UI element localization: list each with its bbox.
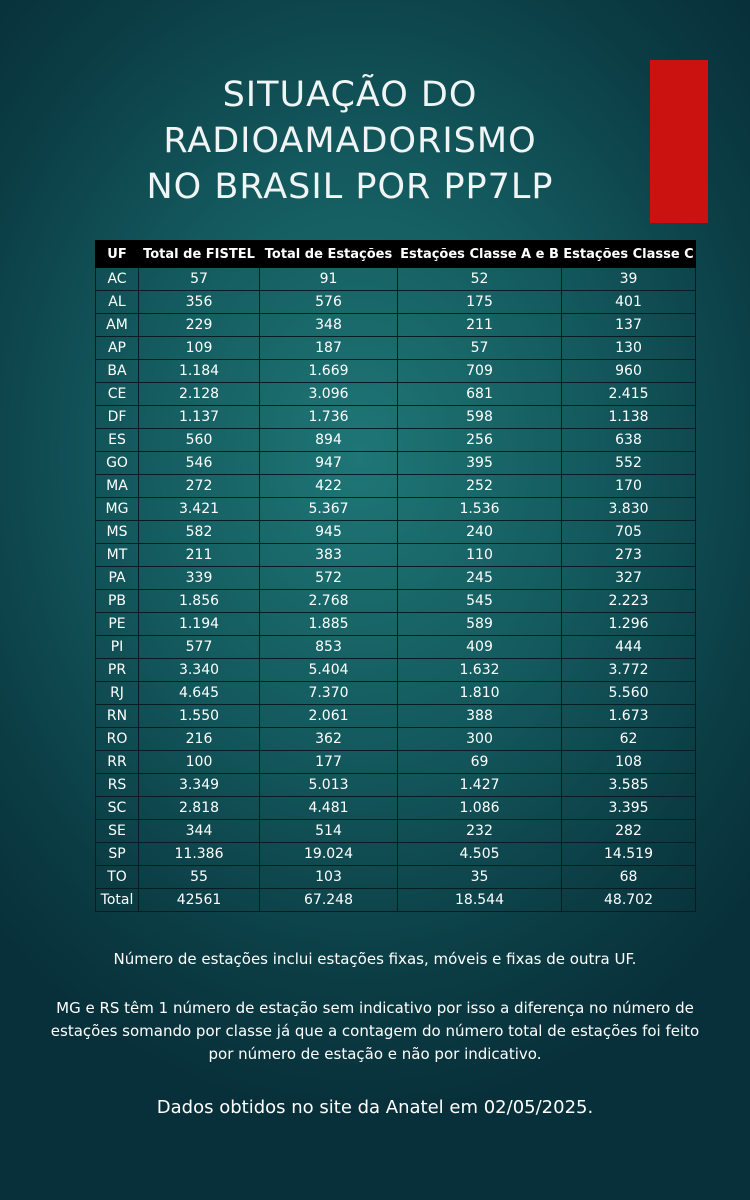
uf-cell: PR	[96, 659, 139, 682]
value-cell: 3.585	[562, 774, 696, 797]
uf-cell: SP	[96, 843, 139, 866]
value-cell: 1.885	[260, 613, 398, 636]
uf-cell: AM	[96, 314, 139, 337]
uf-cell: RR	[96, 751, 139, 774]
value-cell: 100	[139, 751, 260, 774]
table-body	[96, 268, 696, 912]
value-cell: 395	[398, 452, 562, 475]
value-cell: 577	[139, 636, 260, 659]
value-cell: 1.632	[398, 659, 562, 682]
value-cell: 7.370	[260, 682, 398, 705]
header-total-fistel: Total de FISTEL	[139, 241, 260, 268]
value-cell: 1.856	[139, 590, 260, 613]
value-cell: 362	[260, 728, 398, 751]
value-cell: 1.673	[562, 705, 696, 728]
table-row	[96, 452, 696, 475]
value-cell: 2.223	[562, 590, 696, 613]
uf-cell: MA	[96, 475, 139, 498]
value-cell: 1.137	[139, 406, 260, 429]
value-cell: 1.194	[139, 613, 260, 636]
value-cell: 598	[398, 406, 562, 429]
table-row	[96, 866, 696, 889]
value-cell: 1.427	[398, 774, 562, 797]
value-cell: 282	[562, 820, 696, 843]
value-cell: 18.544	[398, 889, 562, 912]
table-row	[96, 567, 696, 590]
table-header-row	[96, 241, 696, 268]
value-cell: 130	[562, 337, 696, 360]
note-line-1: MG e RS têm 1 número de estação sem indicativo por isso a diferença no número de	[56, 999, 694, 1017]
value-cell: 552	[562, 452, 696, 475]
value-cell: 1.550	[139, 705, 260, 728]
value-cell: 582	[139, 521, 260, 544]
value-cell: 5.404	[260, 659, 398, 682]
value-cell: 68	[562, 866, 696, 889]
value-cell: 35	[398, 866, 562, 889]
value-cell: 894	[260, 429, 398, 452]
value-cell: 3.349	[139, 774, 260, 797]
uf-cell: AC	[96, 268, 139, 291]
table-row	[96, 590, 696, 613]
value-cell: 211	[139, 544, 260, 567]
table-total-row	[96, 889, 696, 912]
value-cell: 681	[398, 383, 562, 406]
table-row	[96, 360, 696, 383]
value-cell: 546	[139, 452, 260, 475]
table-row	[96, 751, 696, 774]
value-cell: 2.818	[139, 797, 260, 820]
uf-cell: SC	[96, 797, 139, 820]
value-cell: 3.340	[139, 659, 260, 682]
value-cell: 638	[562, 429, 696, 452]
uf-cell: RO	[96, 728, 139, 751]
value-cell: 91	[260, 268, 398, 291]
value-cell: 229	[139, 314, 260, 337]
value-cell: 960	[562, 360, 696, 383]
table-row	[96, 498, 696, 521]
value-cell: 383	[260, 544, 398, 567]
value-cell: 14.519	[562, 843, 696, 866]
table-row	[96, 475, 696, 498]
value-cell: 300	[398, 728, 562, 751]
table-row	[96, 521, 696, 544]
value-cell: 572	[260, 567, 398, 590]
value-cell: 853	[260, 636, 398, 659]
value-cell: 103	[260, 866, 398, 889]
value-cell: 388	[398, 705, 562, 728]
value-cell: 48.702	[562, 889, 696, 912]
table-row	[96, 705, 696, 728]
uf-cell: CE	[96, 383, 139, 406]
table-row	[96, 797, 696, 820]
value-cell: 4.645	[139, 682, 260, 705]
value-cell: 170	[562, 475, 696, 498]
value-cell: 3.772	[562, 659, 696, 682]
table-row	[96, 291, 696, 314]
value-cell: 57	[398, 337, 562, 360]
header-uf: UF	[96, 241, 139, 268]
uf-cell: MG	[96, 498, 139, 521]
value-cell: 216	[139, 728, 260, 751]
table-row	[96, 820, 696, 843]
uf-cell: AP	[96, 337, 139, 360]
value-cell: 252	[398, 475, 562, 498]
value-cell: 705	[562, 521, 696, 544]
header-total-estacoes: Total de Estações	[260, 241, 398, 268]
value-cell: 5.367	[260, 498, 398, 521]
uf-cell: PI	[96, 636, 139, 659]
uf-cell: AL	[96, 291, 139, 314]
value-cell: 2.415	[562, 383, 696, 406]
value-cell: 108	[562, 751, 696, 774]
uf-cell: MS	[96, 521, 139, 544]
value-cell: 39	[562, 268, 696, 291]
value-cell: 576	[260, 291, 398, 314]
value-cell: 175	[398, 291, 562, 314]
value-cell: 1.536	[398, 498, 562, 521]
table-row	[96, 406, 696, 429]
value-cell: 187	[260, 337, 398, 360]
value-cell: 1.810	[398, 682, 562, 705]
table-row	[96, 636, 696, 659]
value-cell: 356	[139, 291, 260, 314]
page-title	[100, 72, 600, 210]
table-row	[96, 774, 696, 797]
uf-cell: PB	[96, 590, 139, 613]
value-cell: 109	[139, 337, 260, 360]
value-cell: 52	[398, 268, 562, 291]
uf-cell: RS	[96, 774, 139, 797]
value-cell: 1.669	[260, 360, 398, 383]
value-cell: 945	[260, 521, 398, 544]
note-line-2: estações somando por classe já que a contagem do número total de estações foi feito	[50, 1022, 700, 1040]
uf-cell: ES	[96, 429, 139, 452]
title-line-3: NO BRASIL POR PP7LP	[146, 167, 554, 207]
uf-cell: TO	[96, 866, 139, 889]
table-row	[96, 314, 696, 337]
value-cell: 240	[398, 521, 562, 544]
table-row	[96, 728, 696, 751]
uf-cell: RN	[96, 705, 139, 728]
value-cell: 2.128	[139, 383, 260, 406]
value-cell: 4.481	[260, 797, 398, 820]
table-row	[96, 268, 696, 291]
value-cell: 67.248	[260, 889, 398, 912]
header-classe-a-b: Estações Classe A e B	[398, 241, 562, 268]
value-cell: 57	[139, 268, 260, 291]
red-accent-bar	[650, 60, 708, 223]
uf-cell: Total	[96, 889, 139, 912]
stations-table	[95, 240, 696, 912]
value-cell: 55	[139, 866, 260, 889]
value-cell: 1.184	[139, 360, 260, 383]
value-cell: 273	[562, 544, 696, 567]
uf-cell: PA	[96, 567, 139, 590]
table-row	[96, 544, 696, 567]
value-cell: 137	[562, 314, 696, 337]
uf-cell: SE	[96, 820, 139, 843]
value-cell: 11.386	[139, 843, 260, 866]
value-cell: 545	[398, 590, 562, 613]
table-row	[96, 659, 696, 682]
header-classe-c: Estações Classe C	[562, 241, 696, 268]
value-cell: 211	[398, 314, 562, 337]
value-cell: 42561	[139, 889, 260, 912]
value-cell: 245	[398, 567, 562, 590]
uf-cell: BA	[96, 360, 139, 383]
table-row	[96, 843, 696, 866]
value-cell: 947	[260, 452, 398, 475]
value-cell: 560	[139, 429, 260, 452]
value-cell: 3.830	[562, 498, 696, 521]
value-cell: 2.768	[260, 590, 398, 613]
value-cell: 709	[398, 360, 562, 383]
value-cell: 110	[398, 544, 562, 567]
value-cell: 444	[562, 636, 696, 659]
value-cell: 1.086	[398, 797, 562, 820]
value-cell: 19.024	[260, 843, 398, 866]
value-cell: 1.296	[562, 613, 696, 636]
table-row	[96, 613, 696, 636]
value-cell: 69	[398, 751, 562, 774]
value-cell: 589	[398, 613, 562, 636]
note-station-count: Número de estações inclui estações fixas, móveis e fixas de outra UF.	[113, 950, 637, 968]
table-row	[96, 383, 696, 406]
source-note: Dados obtidos no site da Anatel em 02/05/2025.	[156, 1097, 594, 1118]
value-cell: 344	[139, 820, 260, 843]
title-line-2: RADIOAMADORISMO	[163, 121, 537, 161]
value-cell: 1.736	[260, 406, 398, 429]
value-cell: 5.013	[260, 774, 398, 797]
value-cell: 2.061	[260, 705, 398, 728]
uf-cell: GO	[96, 452, 139, 475]
value-cell: 4.505	[398, 843, 562, 866]
note-line-3: por número de estação e não por indicativo.	[208, 1045, 542, 1063]
value-cell: 3.421	[139, 498, 260, 521]
value-cell: 327	[562, 567, 696, 590]
value-cell: 409	[398, 636, 562, 659]
value-cell: 232	[398, 820, 562, 843]
value-cell: 1.138	[562, 406, 696, 429]
table-row	[96, 429, 696, 452]
uf-cell: PE	[96, 613, 139, 636]
value-cell: 3.096	[260, 383, 398, 406]
value-cell: 62	[562, 728, 696, 751]
table-row	[96, 337, 696, 360]
uf-cell: DF	[96, 406, 139, 429]
value-cell: 5.560	[562, 682, 696, 705]
value-cell: 514	[260, 820, 398, 843]
table-row	[96, 682, 696, 705]
value-cell: 348	[260, 314, 398, 337]
title-line-1: SITUAÇÃO DO	[222, 75, 478, 115]
value-cell: 256	[398, 429, 562, 452]
uf-cell: RJ	[96, 682, 139, 705]
note-mg-rs-difference	[40, 997, 710, 1066]
value-cell: 401	[562, 291, 696, 314]
uf-cell: MT	[96, 544, 139, 567]
value-cell: 272	[139, 475, 260, 498]
value-cell: 177	[260, 751, 398, 774]
value-cell: 422	[260, 475, 398, 498]
value-cell: 3.395	[562, 797, 696, 820]
value-cell: 339	[139, 567, 260, 590]
